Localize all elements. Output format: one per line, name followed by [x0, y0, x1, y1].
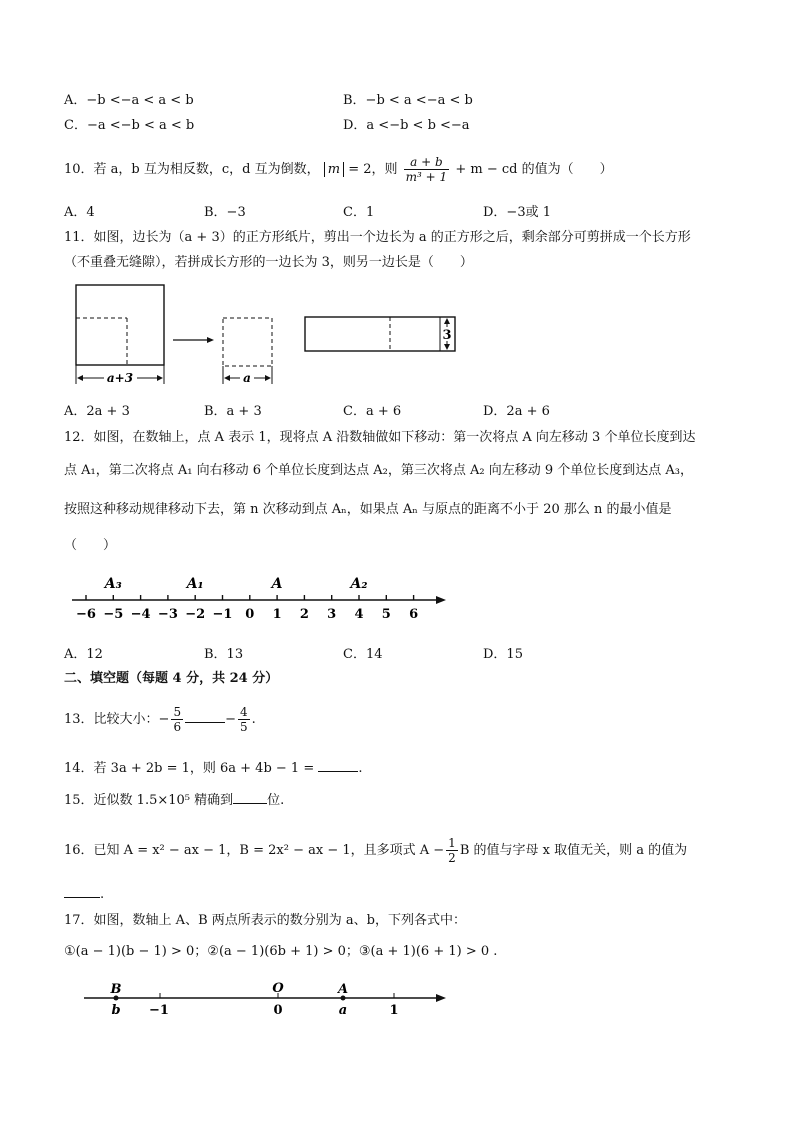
- q9-option-d: D．a <−b < b <−a: [343, 118, 470, 133]
- q17-label-O: O: [272, 981, 284, 996]
- q13-frac1-num: 5: [173, 705, 182, 719]
- q10-option-a: A．4: [64, 205, 95, 220]
- q11-option-d: D．2a + 6: [483, 404, 550, 419]
- q9-option-a: A．−b <−a < a < b: [64, 93, 194, 108]
- q10-option-c: C．1: [343, 205, 375, 220]
- q11-label-a: a: [243, 371, 251, 385]
- q11-label-a-plus-3: a+3: [106, 371, 134, 385]
- q16-period: .: [100, 887, 105, 902]
- q17-label-1: 1: [389, 1003, 399, 1018]
- q10-stem-pre: 10．若 a，b 互为相反数，c，d 互为倒数，: [64, 162, 320, 177]
- q12-tick-label: 6: [409, 607, 419, 622]
- q12-line2: 点 A₁，第二次将点 A₁ 向右移动 6 个单位长度到达点 A₂，第三次将点 A₂ 向左移动 9 个单位长度到达点 A₃，: [64, 463, 693, 478]
- q11-option-c: C．a + 6: [343, 404, 402, 419]
- q13-frac1-den: 6: [173, 720, 182, 734]
- q17-label-0: 0: [273, 1003, 283, 1018]
- q12-tick-label: −4: [130, 607, 151, 622]
- q12-tick-label: 5: [381, 607, 391, 622]
- q12-point-label: A₃: [104, 576, 122, 592]
- q11-label-3: 3: [442, 328, 452, 343]
- q10-option-d: D．−3或 1: [483, 205, 551, 220]
- q14-text: 14．若 3a + 2b = 1，则 6a + 4b − 1 =: [64, 761, 315, 776]
- q17-label-neg1: −1: [149, 1003, 169, 1018]
- q12-tick-label: −1: [212, 607, 233, 622]
- q13-minus: −: [225, 712, 236, 727]
- q17-label-b: b: [111, 1003, 121, 1018]
- q12-option-a: A．12: [64, 647, 103, 662]
- q11-option-b: B．a + 3: [204, 404, 262, 419]
- q10-stem-post: + m − cd 的值为（ ）: [455, 162, 613, 177]
- q12-option-d: D．15: [483, 647, 523, 662]
- section-2-heading: 二、填空题（每题 4 分，共 24 分）: [64, 671, 279, 686]
- q9-option-b: B．−b < a <−a < b: [343, 93, 473, 108]
- q10-frac-den: m³ + 1: [405, 170, 448, 184]
- q16-frac-den: 2: [448, 851, 456, 865]
- q12-tick-label: 4: [354, 607, 364, 622]
- q12-tick-label: 3: [327, 607, 337, 622]
- q12-tick-label: −3: [157, 607, 178, 622]
- q11-option-a: A．2a + 3: [64, 404, 130, 419]
- q11-line2: （不重叠无缝隙），若拼成长方形的一边长为 3，则另一边长是（ ）: [64, 255, 473, 270]
- q17-label-B: B: [110, 982, 122, 997]
- q17-label-A: A: [337, 982, 349, 997]
- q17-line1: 17．如图，数轴上 A、B 两点所表示的数分别为 a、b，下列各式中：: [64, 913, 466, 928]
- q17-label-a: a: [338, 1003, 348, 1018]
- q12-line4: （ ）: [64, 538, 117, 553]
- q16-pre: 16．已知 A = x² − ax − 1，B = 2x² − ax − 1，且多项式 A −: [64, 843, 445, 858]
- q12-tick-label: 1: [272, 607, 282, 622]
- q13-pre: 13．比较大小：−: [64, 712, 170, 727]
- q15-post: 位.: [267, 793, 285, 808]
- q12-option-c: C．14: [343, 647, 383, 662]
- q13-frac2-den: 5: [239, 720, 248, 734]
- q12-point-label: A: [271, 576, 283, 592]
- q12-tick-label: −2: [185, 607, 206, 622]
- q10-frac-num: a + b: [404, 155, 450, 170]
- q10-eq2: = 2，则: [348, 162, 398, 177]
- q10-abs-m: m: [324, 162, 344, 177]
- q12-tick-label: −6: [76, 607, 96, 622]
- q16-frac-num: 1: [448, 836, 456, 850]
- q12-tick-label: 2: [299, 607, 309, 622]
- q14-period: .: [358, 761, 363, 776]
- q12-option-b: B．13: [204, 647, 244, 662]
- q12-line1: 12．如图，在数轴上，点 A 表示 1，现将点 A 沿数轴做如下移动：第一次将点 A 向左移动 3 个单位长度到达: [64, 430, 696, 445]
- q17-axis-arrow: [436, 994, 446, 1002]
- q13-frac2-num: 4: [239, 705, 248, 719]
- q12-point-label: A₂: [350, 576, 368, 592]
- q9-option-c: C．−a <−b < a < b: [64, 118, 195, 133]
- q11-line1: 11．如图，边长为（a + 3）的正方形纸片，剪出一个边长为 a 的正方形之后，剩余部分可剪拼成一个长方形: [64, 230, 691, 245]
- q12-tick-label: 0: [245, 607, 255, 622]
- q12-point-label: A₁: [186, 576, 204, 592]
- q13-period: .: [251, 712, 256, 727]
- q12-tick-label: −5: [103, 607, 124, 622]
- q15-text: 15．近似数 1.5×10⁵ 精确到: [64, 793, 234, 808]
- q17-line2: ①(a − 1)(b − 1) > 0；②(a − 1)(6b + 1) > 0；③(a + 1)(6 + 1) > 0 .: [64, 944, 498, 959]
- q12-line3: 按照这种移动规律移动下去，第 n 次移动到点 Aₙ，如果点 Aₙ 与原点的距离不小于 20 那么 n 的最小值是: [64, 502, 672, 517]
- q10-option-b: B．−3: [204, 205, 246, 220]
- q16-post: B 的值与字母 x 取值无关，则 a 的值为: [459, 843, 688, 858]
